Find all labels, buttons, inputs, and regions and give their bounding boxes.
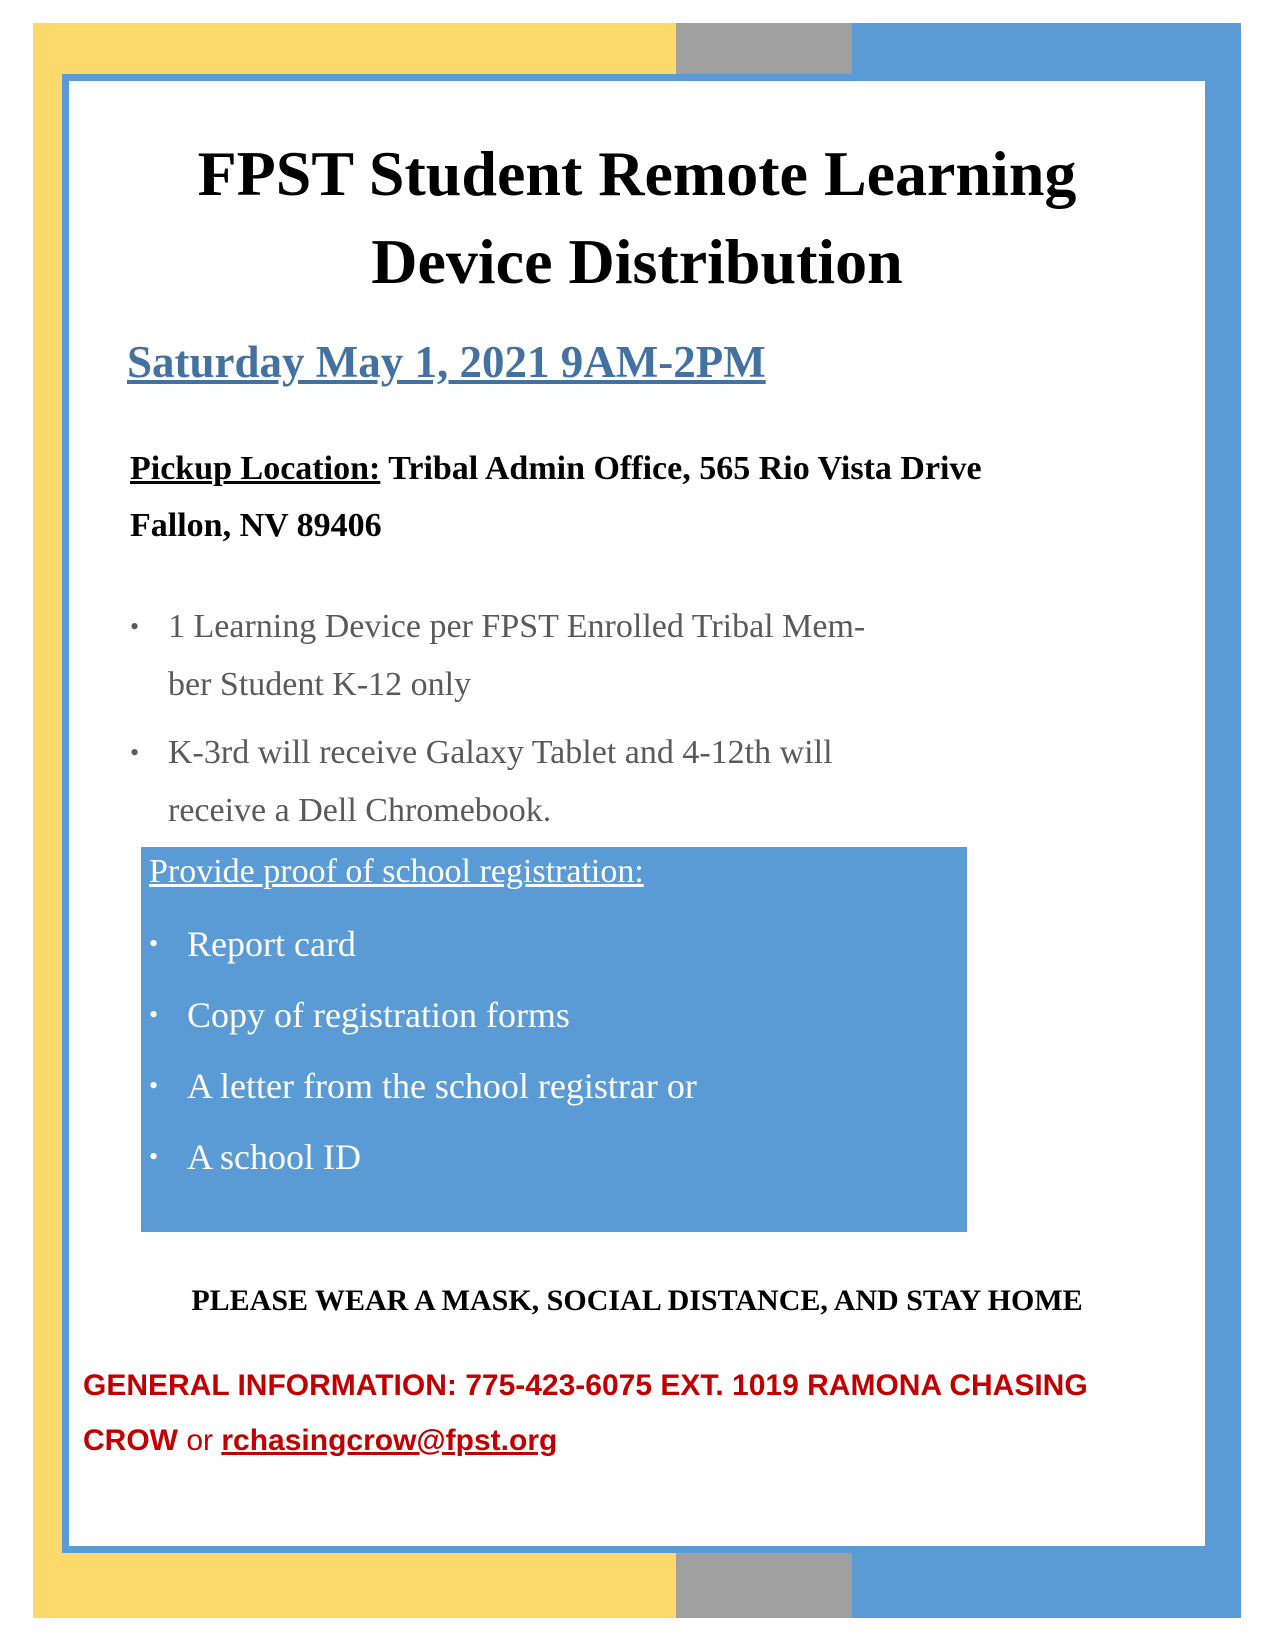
frame-bottom-yellow bbox=[33, 1553, 676, 1618]
device-item-line-2: receive a Dell Chromebook. bbox=[168, 792, 552, 829]
list-item bbox=[130, 724, 1080, 840]
proof-heading: Provide proof of school registration: bbox=[149, 853, 644, 890]
frame-left-yellow bbox=[33, 23, 62, 1618]
list-item bbox=[149, 1063, 697, 1134]
proof-list bbox=[149, 921, 697, 1205]
contact-line-1: GENERAL INFORMATION: 775-423-6075 EXT. 1019 RAMONA CHASING bbox=[83, 1369, 1088, 1402]
contact-name-end: CROW bbox=[83, 1424, 178, 1457]
frame-bottom-gray bbox=[676, 1553, 852, 1618]
bullet-icon: • bbox=[149, 929, 159, 958]
bullet-icon: • bbox=[130, 738, 140, 767]
frame-top-yellow bbox=[33, 23, 676, 74]
bullet-icon: • bbox=[149, 1142, 159, 1171]
list-item bbox=[149, 921, 697, 992]
pickup-location bbox=[130, 440, 1150, 554]
proof-item: Copy of registration forms bbox=[187, 995, 570, 1035]
contact-email-link[interactable]: rchasingcrow@fpst.org bbox=[221, 1424, 558, 1457]
bullet-icon: • bbox=[149, 1071, 159, 1100]
title-line-1: FPST Student Remote Learning bbox=[197, 138, 1077, 209]
list-item bbox=[130, 598, 1080, 714]
proof-item: Report card bbox=[187, 924, 356, 964]
device-item-line-1: K-3rd will receive Galaxy Tablet and 4-12th will bbox=[168, 734, 833, 771]
event-date-time: Saturday May 1, 2021 9AM-2PM bbox=[127, 337, 766, 387]
pickup-label: Pickup Location: bbox=[130, 450, 381, 487]
pickup-address-line-2: Fallon, NV 89406 bbox=[130, 507, 382, 544]
device-item-line-2: ber Student K-12 only bbox=[168, 666, 472, 703]
contact-info bbox=[83, 1358, 1193, 1468]
frame-top-gray bbox=[676, 23, 852, 74]
device-eligibility-list bbox=[130, 598, 1080, 850]
frame-bottom-blue bbox=[852, 1553, 1241, 1618]
proof-of-registration-box bbox=[141, 847, 967, 1232]
frame-right-blue bbox=[1212, 23, 1241, 1618]
device-item-line-1: 1 Learning Device per FPST Enrolled Tribal Mem- bbox=[168, 608, 866, 645]
title-line-2: Device Distribution bbox=[371, 226, 903, 297]
pickup-address-line-1: Tribal Admin Office, 565 Rio Vista Drive bbox=[388, 450, 982, 487]
frame-top-blue bbox=[852, 23, 1241, 74]
safety-notice: PLEASE WEAR A MASK, SOCIAL DISTANCE, AND STAY HOME bbox=[191, 1284, 1083, 1317]
flyer-title bbox=[70, 130, 1204, 306]
contact-or: or bbox=[186, 1424, 214, 1457]
list-item bbox=[149, 1134, 697, 1205]
proof-item: A school ID bbox=[187, 1137, 361, 1177]
proof-item: A letter from the school registrar or bbox=[187, 1066, 697, 1106]
list-item bbox=[149, 992, 697, 1063]
bullet-icon: • bbox=[130, 612, 140, 641]
bullet-icon: • bbox=[149, 1000, 159, 1029]
